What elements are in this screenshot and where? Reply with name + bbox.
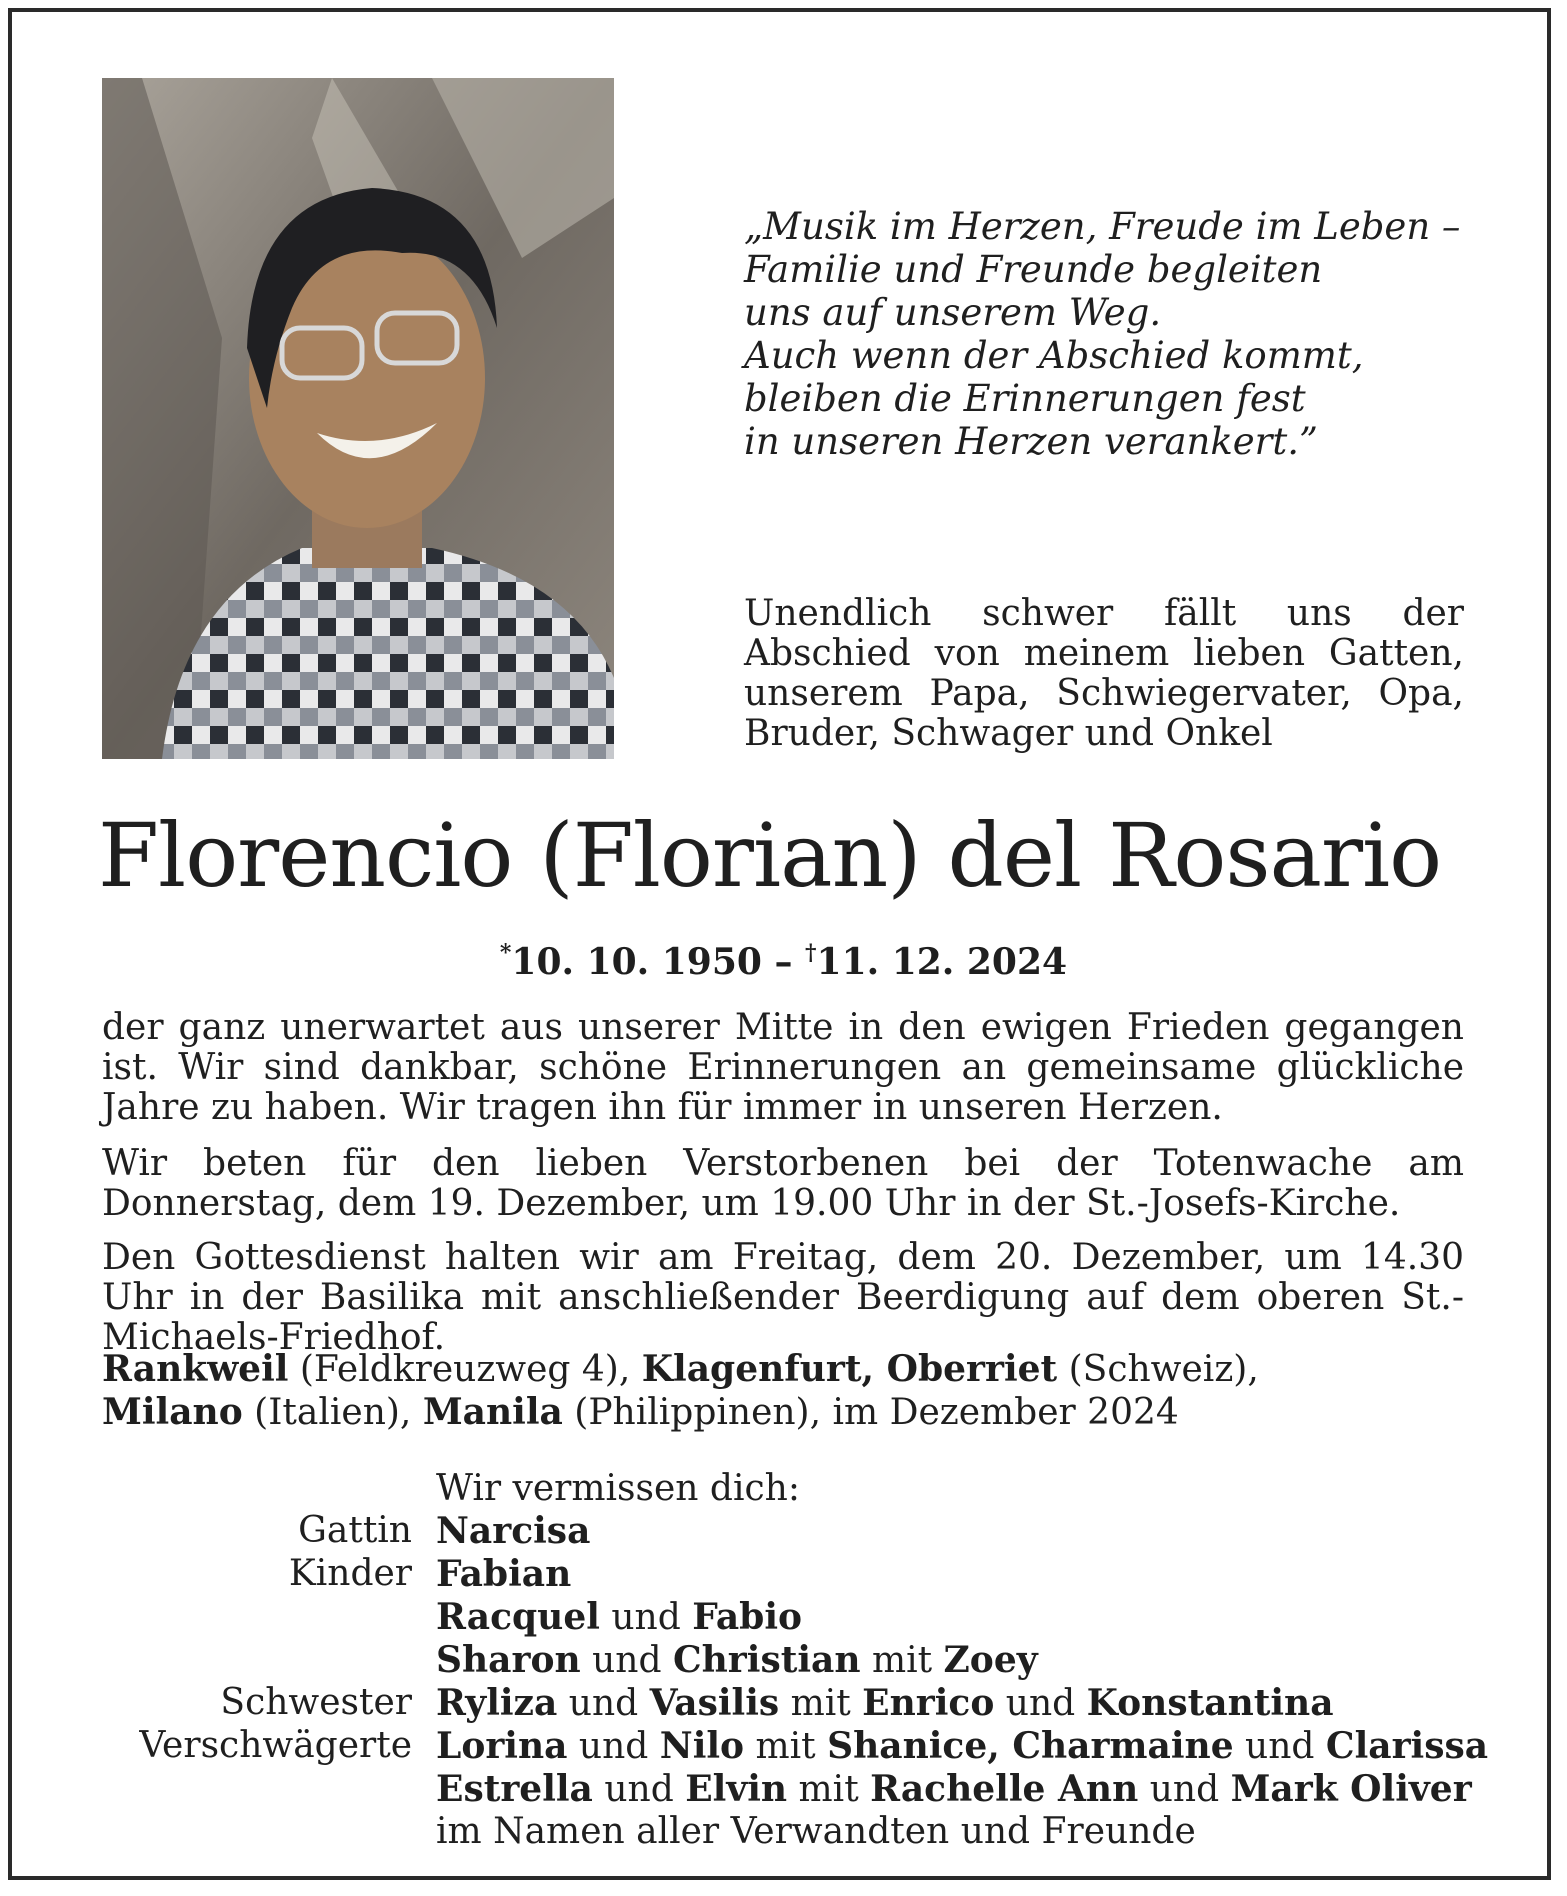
- place-klagenfurt-oberriet: Klagenfurt, Oberriet: [641, 1348, 1058, 1390]
- word-und: und: [599, 1597, 693, 1638]
- name-rachelle-ann: Rachelle Ann: [870, 1768, 1139, 1810]
- word-und: und: [567, 1726, 660, 1767]
- family-row-closing: [0, 1811, 1567, 1853]
- name-fabio: Fabio: [692, 1596, 803, 1638]
- names-schwester: [436, 1682, 1334, 1725]
- word-und: und: [557, 1683, 650, 1724]
- closing-line: im Namen aller Verwandten und Freunde: [436, 1811, 1196, 1852]
- name-racquel: Racquel: [436, 1596, 600, 1638]
- names-kind3: [436, 1639, 1038, 1682]
- family-row-kind2: [0, 1596, 1567, 1639]
- name-zoey: Zoey: [943, 1639, 1038, 1681]
- empty-label: [0, 1596, 436, 1639]
- place-schweiz: (Schweiz),: [1057, 1349, 1259, 1390]
- name-konstantina: Konstantina: [1086, 1682, 1334, 1724]
- name-shanice-charmaine: Shanice, Charmaine: [827, 1725, 1234, 1767]
- names-verschwaegerte-2: [436, 1768, 1472, 1811]
- paragraph-passing: der ganz unerwartet aus unserer Mitte in den ewigen Frieden gegangen ist. Wir sind dankbar, schöne Erinnerungen an gemeinsame glückliche Jahre zu haben. Wir tragen ihn für immer in unseren Herzen.: [102, 1007, 1464, 1128]
- name-clarissa: Clarissa: [1325, 1725, 1489, 1767]
- name-estrella: Estrella: [436, 1768, 593, 1810]
- name-lorina: Lorina: [436, 1725, 568, 1767]
- names-kind1: [436, 1553, 571, 1596]
- place-rankweil-address: (Feldkreuzweg 4),: [288, 1349, 642, 1390]
- place-manila: Manila: [422, 1391, 563, 1433]
- label-kinder: Kinder: [288, 1553, 412, 1594]
- life-dates: [0, 932, 1567, 983]
- family-intro: Wir vermissen dich:: [436, 1468, 800, 1509]
- word-und: und: [1233, 1726, 1326, 1767]
- name-enrico: Enrico: [862, 1682, 995, 1724]
- names-verschwaegerte-1: [436, 1725, 1488, 1768]
- birth-date: 10. 10. 1950: [511, 941, 762, 983]
- place-italien: (Italien),: [242, 1392, 423, 1433]
- family-row-gattin: [0, 1510, 1567, 1553]
- family-row-verschwaegerte: [0, 1725, 1567, 1768]
- place-date-tail: (Philippinen), im Dezember 2024: [562, 1392, 1179, 1433]
- portrait-photo: [102, 78, 614, 759]
- memorial-quote: „Musik im Herzen, Freude im Leben – Familie und Freunde begleiten uns auf unserem Weg. Auch wenn der Abschied kommt, bleiben die Erinnerungen fest in unseren Herzen verankert.”: [744, 205, 1461, 463]
- word-und: und: [592, 1769, 686, 1810]
- family-intro-row: [0, 1468, 1567, 1510]
- date-dash: –: [761, 941, 806, 983]
- family-row-kind3: [0, 1639, 1567, 1682]
- family-list: [0, 1468, 1567, 1853]
- word-und: und: [1138, 1769, 1231, 1810]
- name-sharon: Sharon: [436, 1639, 581, 1681]
- name-mark-oliver: Mark Oliver: [1230, 1768, 1472, 1810]
- name-christian: Christian: [672, 1639, 861, 1681]
- family-row-kinder: [0, 1553, 1567, 1596]
- empty-label: [0, 1639, 436, 1682]
- places-and-date: [102, 1348, 1464, 1434]
- word-mit: mit: [779, 1683, 863, 1724]
- word-mit: mit: [787, 1769, 871, 1810]
- names-gattin: [436, 1510, 590, 1553]
- family-row-verschwaegerte-2: [0, 1768, 1567, 1811]
- names-kind2: [436, 1596, 802, 1639]
- paragraph-service: Den Gottesdienst halten wir am Freitag, dem 20. Dezember, um 14.30 Uhr in der Basilika mit anschließender Beerdigung auf dem oberen St.-Michaels-Friedhof.: [102, 1237, 1464, 1358]
- name-narcisa: Narcisa: [436, 1510, 591, 1552]
- death-date: 11. 12. 2024: [816, 941, 1068, 983]
- label-verschwaegerte: Verschwägerte: [139, 1725, 412, 1766]
- place-milano: Milano: [102, 1391, 243, 1433]
- name-fabian: Fabian: [436, 1553, 572, 1595]
- label-schwester: Schwester: [220, 1682, 412, 1723]
- word-mit: mit: [860, 1640, 944, 1681]
- deceased-name: Florencio (Florian) del Rosario: [98, 804, 1442, 907]
- name-vasilis: Vasilis: [649, 1682, 780, 1724]
- empty-label: [0, 1468, 436, 1510]
- paragraph-vigil: Wir beten für den lieben Verstorbenen bei der Totenwache am Donnerstag, dem 19. Dezember, um 19.00 Uhr in der St.-Josefs-Kirche.: [102, 1143, 1464, 1224]
- empty-label: [0, 1811, 436, 1853]
- place-rankweil: Rankweil: [102, 1348, 289, 1390]
- death-symbol: †: [805, 940, 817, 966]
- word-mit: mit: [744, 1726, 828, 1767]
- word-und: und: [580, 1640, 673, 1681]
- name-nilo: Nilo: [659, 1725, 745, 1767]
- family-row-schwester: [0, 1682, 1567, 1725]
- birth-symbol: *: [499, 940, 512, 966]
- label-gattin: Gattin: [298, 1510, 412, 1551]
- word-und: und: [994, 1683, 1087, 1724]
- name-elvin: Elvin: [685, 1768, 788, 1810]
- name-ryliza: Ryliza: [436, 1682, 558, 1724]
- empty-label: [0, 1768, 436, 1811]
- intro-text: Unendlich schwer fällt uns der Abschied von meinem lieben Gatten, unserem Papa, Schwiegervater, Opa, Bruder, Schwager und Onkel: [744, 593, 1464, 754]
